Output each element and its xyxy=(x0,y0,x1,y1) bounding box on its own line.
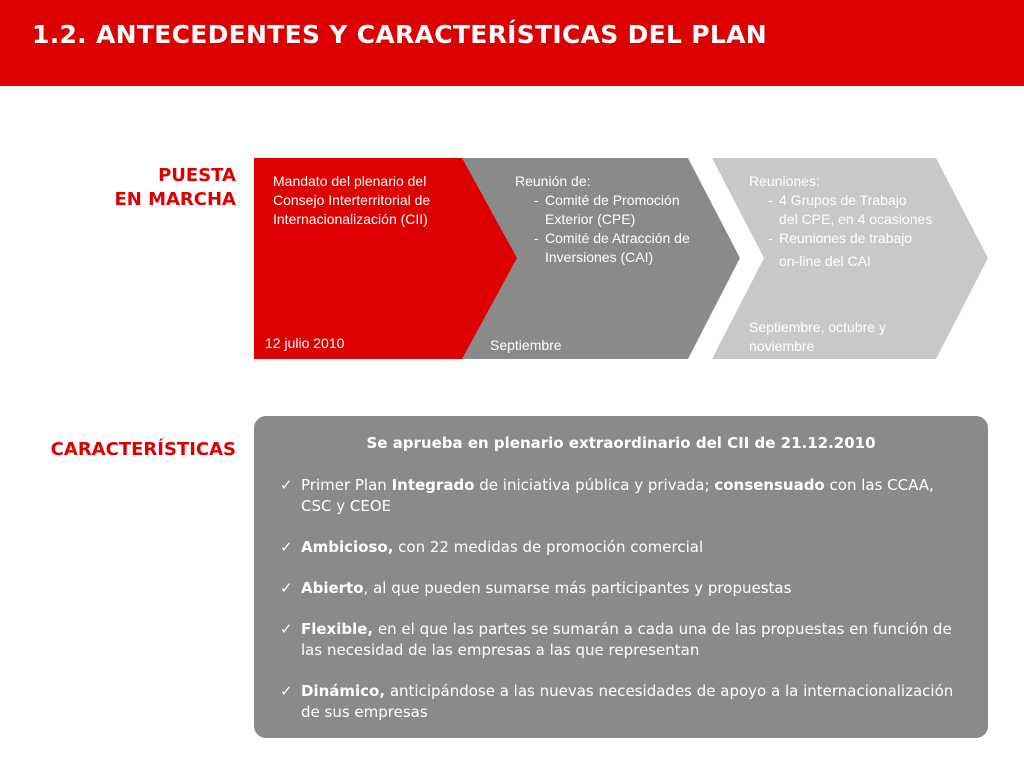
step-2-date: Septiembre xyxy=(490,337,562,353)
step-2-text xyxy=(515,172,690,267)
step-1-date: 12 julio 2010 xyxy=(265,335,345,351)
step-3-list xyxy=(749,191,932,271)
characteristics-title: Se aprueba en plenario extraordinario del CII de 21.12.2010 xyxy=(366,434,876,452)
characteristic-item xyxy=(280,475,960,517)
page-title: 1.2. ANTECEDENTES Y CARACTERÍSTICAS DEL PLAN xyxy=(32,20,767,49)
list-item-cont: Inversiones (CAI) xyxy=(545,249,654,265)
list-item-cont: Exterior (CPE) xyxy=(545,211,636,227)
characteristic-text xyxy=(301,681,960,723)
step-3-date xyxy=(749,318,886,356)
step-1-line: Consejo Interterritorial de xyxy=(273,192,431,208)
text-run: Primer Plan xyxy=(301,476,392,494)
check-icon: ✓ xyxy=(280,476,293,494)
check-icon: ✓ xyxy=(280,682,293,700)
text-run: en el que las partes se sumarán a cada una de las propuestas en función de las necesidad de las empresas a las que representan xyxy=(301,620,952,659)
dash: - xyxy=(768,230,773,246)
dash: - xyxy=(768,192,773,208)
bold-run: Dinámico, xyxy=(301,682,386,700)
characteristic-text xyxy=(301,475,960,517)
check-icon: ✓ xyxy=(280,579,293,597)
list-item xyxy=(768,229,932,248)
characteristic-text xyxy=(301,537,703,558)
check-icon: ✓ xyxy=(280,620,293,638)
text-run: con las CCAA, CSC y CEOE xyxy=(301,476,934,515)
dash: - xyxy=(534,230,539,246)
bold-run: Ambicioso, xyxy=(301,538,394,556)
characteristic-text xyxy=(301,619,960,661)
list-item-cont: on-line del CAI xyxy=(779,253,871,269)
list-item xyxy=(534,191,690,210)
characteristic-item xyxy=(280,578,960,599)
characteristic-item xyxy=(280,681,960,723)
step-1-text xyxy=(273,172,430,229)
text-run: anticipándose a las nuevas necesidades de apoyo a la internacionalización de sus empresas xyxy=(301,682,954,721)
step-3-intro: Reuniones: xyxy=(749,173,820,189)
step-3-date-line: Septiembre, octubre y xyxy=(749,319,886,335)
list-item-text: 4 Grupos de Trabajo xyxy=(779,192,907,208)
bold-run: Flexible, xyxy=(301,620,374,638)
section-label-caracteristicas: CARACTERÍSTICAS xyxy=(50,439,236,460)
list-item xyxy=(768,191,932,210)
characteristics-card xyxy=(254,416,988,738)
list-item-text: Comité de Promoción xyxy=(545,192,680,208)
step-1-line: Mandato del plenario del xyxy=(273,173,427,189)
bold-run: Integrado xyxy=(391,476,475,494)
list-item xyxy=(534,229,690,248)
characteristic-item xyxy=(280,619,960,661)
text-run: con 22 medidas de promoción comercial xyxy=(393,538,704,556)
step-2-intro: Reunión de: xyxy=(515,173,591,189)
check-icon: ✓ xyxy=(280,538,293,556)
bold-run: consensuado xyxy=(714,476,825,494)
bold-run: Abierto xyxy=(301,579,364,597)
list-item-cont: del CPE, en 4 ocasiones xyxy=(779,211,933,227)
characteristic-item xyxy=(280,537,960,558)
step-2-list xyxy=(515,191,690,267)
step-3-date-line: noviembre xyxy=(749,338,815,354)
section-label-line: EN MARCHA xyxy=(114,189,236,210)
characteristic-text xyxy=(301,578,791,599)
text-run: de iniciativa pública y privada; xyxy=(474,476,715,494)
dash: - xyxy=(534,192,539,208)
list-item-text: Reuniones de trabajo xyxy=(779,230,913,246)
text-run: , al que pueden sumarse más participantes y propuestas xyxy=(363,579,792,597)
section-label-line: PUESTA xyxy=(158,165,236,186)
list-item-text: Comité de Atracción de xyxy=(545,230,690,246)
step-3-text xyxy=(749,172,932,271)
step-1-line: Internacionalización (CII) xyxy=(273,211,428,227)
